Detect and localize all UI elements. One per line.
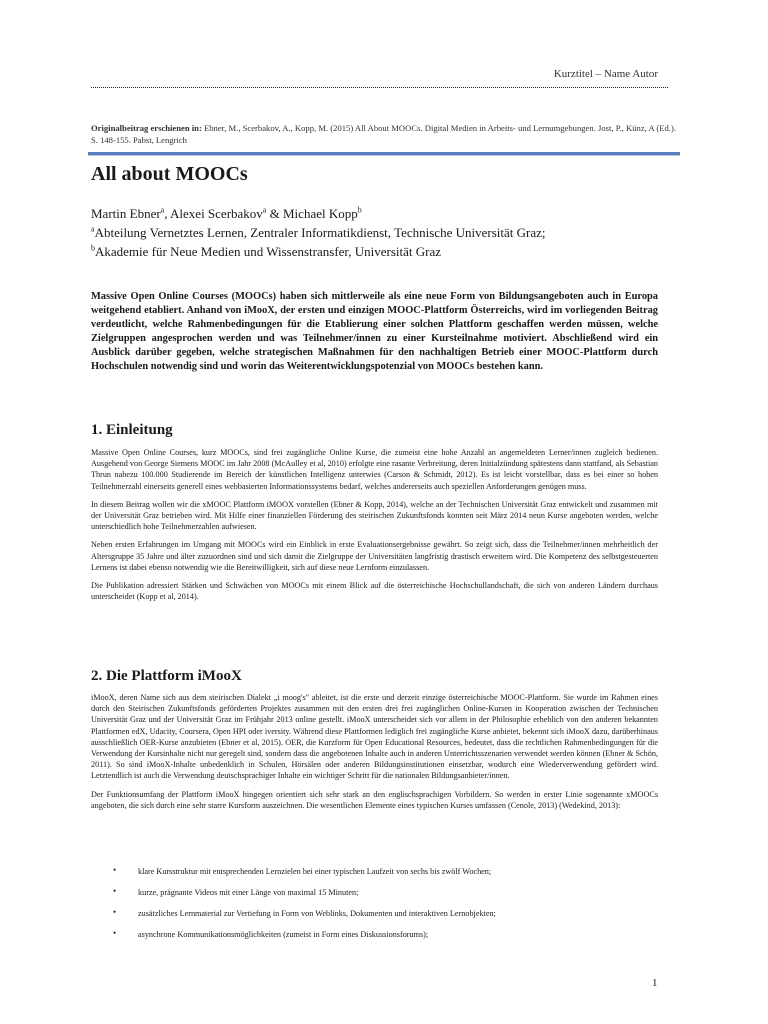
author-sup: a (262, 205, 267, 215)
original-label: Originalbeitrag erschienen in: (91, 123, 202, 133)
paragraph: Neben ersten Erfahrungen im Umgang mit MOOCs wird ein Einblick in erste Evaluationsergebnisse gewährt. So zeigt sich, dass die Teilnehmer/innen mehrheitlich der Altersgruppe 35 Jahre und älter zuzuordnen sind und sich damit die Zielgruppe der Universitäten langfristig drastisch erweitern wird. Die Kompetenz des selbstgesteuerten Lernens ist dabei ebenso notwendig wie die Bereitwilligkeit, sich auf diese neue Lernform einzulassen. (91, 540, 658, 572)
author-block (91, 204, 681, 261)
list-item-text: zusätzliches Lernmaterial zur Vertiefung in Form von Weblinks, Dokumenten und interaktiven Lernobjekten; (138, 909, 496, 918)
list-item-text: klare Kursstruktur mit entsprechenden Lernzielen bei einer typischen Laufzeit von sechs bis zwölf Wochen; (138, 867, 492, 876)
author-separator: & (266, 206, 283, 221)
abstract: Massive Open Online Courses (MOOCs) haben sich mittlerweile als eine neue Form von Bildungsangeboten auch in Europa weitgehend etabliert. Anhand von iMooX, der ersten und einzigen MOOC-Plattform Österreichs, wird im vorliegenden Beitrag verdeutlicht, welche Rahmenbedingungen für die Etablierung einer solchen Plattform geschaffen werden müssen, welche Zielgruppen angesprochen werden und was Teilnehmer/innen zu einer Kursteilnahme motiviert. Abschließend wird ein Ausblick darüber gegeben, welche strategischen Maßnahmen für den nachhaltigen Betrieb einer MOOC-Plattform durch Hochschulen notwendig sind und worin das Weiterentwicklungspotenzial von MOOCs bestehen kann. (91, 291, 658, 372)
section-body-einleitung (91, 447, 658, 609)
bullet-icon: • (113, 886, 117, 896)
author-name: Alexei Scerbakov (170, 206, 263, 221)
original-citation: Ebner, M., Scerbakov, A., Kopp, M. (2015) All About MOOCs. Digital Medien in Arbeits- und Lernumgebungen. Jost, P., Künz, A (Ed.). S. 148-155. Pabst, Lengrich (91, 123, 676, 145)
paragraph: Die Publikation adressiert Stärken und Schwächen von MOOCs mit einem Blick auf die österreichische Hochschullandschaft, die sich von anderen Ländern durchaus unterscheidet (Kopp et al, 2014). (91, 581, 658, 602)
header-rule (88, 152, 680, 156)
feature-list (113, 866, 658, 950)
author-name: Michael Kopp (283, 206, 358, 221)
bullet-icon: • (113, 865, 117, 875)
bullet-icon: • (113, 907, 117, 917)
paragraph: In diesem Beitrag wollen wir die xMOOC Plattform iMOOX vorstellen (Ebner & Kopp, 2014), welche an der Technischen Universität Graz entwickelt und zusammen mit der Universität Graz betrieben wird. Mit Hilfe einer finanziellen Förderung des steirischen Zukunftsfonds konnten seit März 2014 neun Kurse angeboten werden, welche unterschiedlich hohe Teilnehmerzahlen aufwiesen. (91, 499, 658, 532)
list-item-text: kurze, prägnante Videos mit einer Länge von maximal 15 Minuten; (138, 888, 359, 897)
author-sup: a (160, 205, 165, 215)
affiliation-text: Abteilung Vernetztes Lernen, Zentraler Informatikdienst, Technische Universität Graz; (94, 225, 546, 240)
paragraph: iMooX, deren Name sich aus dem steirischen Dialekt „i moog's" ableitet, ist die erste und derzeit einzige österreichische MOOC-Plattform. Sie wurde im Rahmen eines durch den Steirischen Zukunftsfonds geförderten Projektes zusammen mit den ersten drei frei zugänglichen Online-Kursen in Kooperation zwischen der Technischen Universität Graz und der Universität Graz im Frühjahr 2013 online gestellt. iMooX unterscheidet sich vor allem in der Philosophie erheblich von den anderen bekannten Plattformen edX, Udacity, Coursera, Open HPI oder iversity. Während diese Plattformen lediglich frei zugängliche Kurse anbietet, bekennt sich iMooX dazu, darüberhinaus ausschließlich OER-Kurse anzubieten (Ebner et al, 2015). OER, die Kurzform für Open Educational Resources, bedeutet, dass die rechtlichen Rahmenbedingungen für die Verwendung der Kursinhalte nicht nur geregelt sind, sondern dass die angebotenen Inhalte auch in anderen Unterrichtsszenarien verwendet werden können (Ebner & Schön, 2011). So sind iMooX-Inhalte unbedenklich in Schulen, Hörsälen oder anderen Bildungsinstitutionen einsetzbar, wodurch eine Wiederverwendung gefördert wird. Letztendlich ist auch die Verwendung deutschsprachiger Inhalte ein wichtiger Schritt für die nationalen Bildungsanbieter/innen. (91, 693, 658, 781)
original-publication-note (91, 122, 676, 146)
affiliation-line (91, 242, 681, 261)
running-head: Kurztitel – Name Autor (553, 68, 658, 80)
affiliation-sup: a (91, 224, 95, 234)
bullet-icon: • (113, 928, 117, 938)
list-item-text: asynchrone Kommunikationsmöglichkeiten (zumeist in Form eines Diskussionsforums); (138, 930, 429, 939)
author-separator: , (164, 206, 171, 221)
list-item (113, 866, 658, 887)
page-number: 1 (652, 977, 658, 989)
affiliation-text: Akademie für Neue Medien und Wissenstransfer, Universität Graz (95, 244, 441, 259)
affiliation-line (91, 223, 681, 242)
paragraph: Massive Open Online Courses, kurz MOOCs, sind frei zugängliche Online Kurse, die zumeist eine hohe Anzahl an angemeldeten Lerner/innen zugleich bedienen. Ausgehend von George Siemens MOOC im Jahr 2008 (McAulley et al, 2010) erfolgte eine rasante Verbreitung, deren Initialzündung spätestens dann stattfand, als Sebastian Thrun nahezu 100.000 Studierende im Bereich der künstlichen Intelligenz unterwies (Carson & Schmidt, 2012). Es ist leicht vorstellbar, dass es bei einer so hohen Teilnehmerzahl einerseits generell eines webbasierten Informationssystems bedarf, welches andererseits auch speziellen Anforderungen genügen muss. (91, 448, 658, 491)
list-item (113, 908, 658, 929)
section-heading-plattform: 2. Die Plattform iMooX (91, 668, 242, 684)
author-sup: b (357, 205, 362, 215)
dotted-separator (91, 87, 668, 88)
list-item (113, 887, 658, 908)
affiliation-sup: b (91, 243, 95, 253)
paper-title: All about MOOCs (91, 163, 248, 185)
section-heading-einleitung: 1. Einleitung (91, 422, 173, 438)
author-line (91, 204, 681, 223)
list-item (113, 929, 658, 950)
section-body-plattform (91, 692, 658, 818)
paragraph: Der Funktionsumfang der Plattform iMooX hingegen orientiert sich sehr stark an den englischsprachigen Vorbildern. So werden in erster Linie sogenannte xMOOCs angeboten, die sich durch eine sehr starre Kursform auszeichnen. Die wesentlichen Elemente eines typischen Kurses umfassen (Cenole, 2013) (Wedekind, 2013): (91, 789, 658, 810)
author-name: Martin Ebner (91, 206, 161, 221)
